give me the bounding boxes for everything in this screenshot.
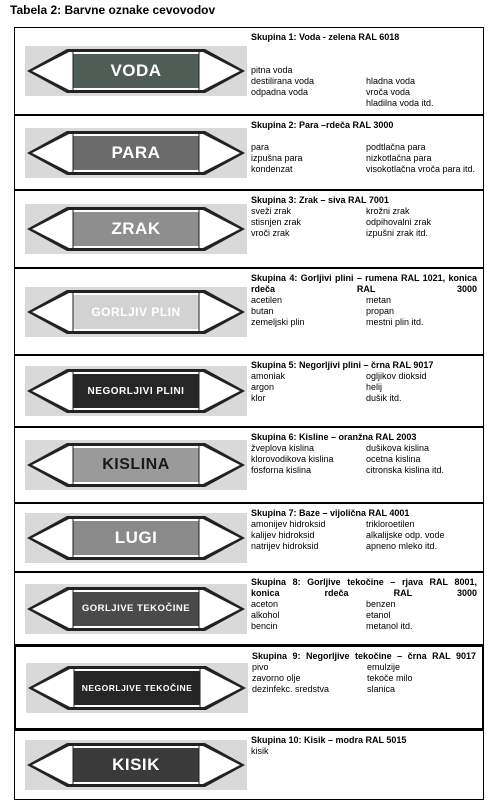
substance-item: podtlačna para [366,142,426,152]
substance-item: kalijev hidroksid [251,530,315,540]
group-info [251,735,477,757]
group-heading: Skupina 1: Voda - zelena RAL 6018 [251,32,400,42]
substance-item: zemeljski plin [251,317,305,327]
group-row [14,503,484,572]
substance-item: amoniak [251,371,286,381]
group-info [251,273,477,328]
substance-item: ogljikov dioksid [366,371,427,381]
substance-list [251,295,477,328]
substance-list [251,43,477,109]
substance-item: kondenzat [251,164,293,174]
pipe-sign [25,584,247,634]
group-row [14,27,484,115]
group-row [14,645,484,730]
pipe-sign [25,46,247,96]
substance-item: citronska kislina itd. [366,465,445,475]
substance-item: argon [251,382,275,392]
substance-item: destilirana voda [251,76,315,86]
substance-item: emulzije [367,662,401,672]
substance-item: natrijev hidroksid [251,541,319,551]
group-heading: Skupina 2: Para –rdeča RAL 3000 [251,120,394,130]
substance-item: sveži zrak [251,206,292,216]
substance-item: kisik [251,746,269,756]
substance-item: izpušna para [251,153,303,163]
group-info [251,32,477,109]
substance-item: dezinfekc. sredstva [252,684,330,694]
substance-item: odpihovalni zrak [366,217,432,227]
substance-item [251,131,366,142]
substance-item: stisnjen zrak [251,217,302,227]
substance-item: pivo [252,662,269,672]
substance-item: apneno mleko itd. [366,541,438,551]
substance-item: fosforna kislina [251,465,312,475]
substance-item: acetilen [251,295,283,305]
substance-item: izpušni zrak itd. [366,228,429,238]
pipe-sign-label: GORLJIVE TEKOČINE [81,603,191,614]
group-heading: Skupina 5: Negorljivi plini – črna RAL 9017 [251,360,434,370]
pipe-sign [25,513,247,563]
substance-item: vroči zrak [251,228,290,238]
pipe-sign-label: NEGORLJIVE TEKOČINE [81,682,193,693]
substance-item [366,65,477,76]
substance-item: hladna voda [366,76,416,86]
pipe-sign [25,128,247,178]
substance-item: butan [251,306,274,316]
substance-item: helij [366,382,383,392]
substance-item: propan [366,306,395,316]
group-heading: Skupina 8: Gorljive tekočine – rjava RAL 8001, konica rdeča RAL 3000 [251,577,477,598]
substance-item: odpadna voda [251,87,309,97]
pipe-sign-label: LUGI [114,527,158,547]
substance-item [251,43,366,54]
substance-item [366,54,477,65]
group-row [14,427,484,503]
group-info [251,508,477,552]
substance-list [251,746,477,757]
substance-list [251,206,477,239]
substance-item: aceton [251,599,279,609]
substance-item: klorovodikova kislina [251,454,334,464]
substance-item: krožni zrak [366,206,410,216]
group-info [251,360,477,404]
substance-item: žveplova kislina [251,443,315,453]
substance-item: bencin [251,621,278,631]
group-info [251,577,477,632]
substance-item: dušikova kislina [366,443,430,453]
substance-item: pitna voda [251,65,293,75]
group-heading: Skupina 10: Kisik – modra RAL 5015 [251,735,407,745]
substance-item: metanol itd. [366,621,413,631]
group-row [14,190,484,268]
substance-item: trikloroetilen [366,519,415,529]
substance-item: vroča voda [366,87,411,97]
substance-item: hladilna voda itd. [366,98,434,108]
pipe-sign-label: GORLJIV PLIN [91,304,181,319]
group-row [14,730,484,800]
substance-item: tekoče milo [367,673,413,683]
substance-item: nizkotlačna para [366,153,432,163]
pipe-sign-label: PARA [111,142,161,162]
pipe-sign-label: NEGORLJIVI PLINI [87,385,185,397]
substance-list [251,519,477,552]
pipe-sign [25,366,247,416]
pipe-sign [25,440,247,490]
group-row [14,355,484,427]
group-info [252,651,476,695]
substance-item: slanica [367,684,396,694]
pipe-sign [25,740,247,790]
group-info [251,195,477,239]
group-row [14,572,484,645]
pipe-sign [25,204,247,254]
substance-list [251,131,477,175]
substance-item: amonijev hidroksid [251,519,326,529]
substance-item [366,43,477,54]
group-info [251,120,477,175]
pipe-sign [26,663,248,713]
pipe-sign-label: KISIK [112,755,160,774]
substance-item: klor [251,393,266,403]
substance-item: visokotlačna vroča para itd. [366,164,476,174]
substance-item: mestni plin itd. [366,317,424,327]
substance-item: para [251,142,270,152]
substance-item: alkohol [251,610,280,620]
table-title: Tabela 2: Barvne oznake cevovodov [10,3,216,17]
substance-item: metan [366,295,392,305]
pipe-sign-label: VODA [110,61,162,80]
substance-item: etanol [366,610,391,620]
group-row [14,268,484,355]
substance-item: alkalijske odp. vode [366,530,445,540]
substance-item: ocetna kislina [366,454,421,464]
group-heading: Skupina 7: Baze – vijolična RAL 4001 [251,508,410,518]
substance-item: dušik itd. [366,393,402,403]
pipe-sign-label: ZRAK [111,219,161,238]
substance-list [251,443,477,476]
substance-list [252,662,476,695]
group-row [14,115,484,190]
substance-item [366,131,477,142]
group-heading: Skupina 6: Kisline – oranžna RAL 2003 [251,432,417,442]
group-info [251,432,477,476]
pipe-sign-label: KISLINA [102,456,170,473]
group-heading: Skupina 3: Zrak – siva RAL 7001 [251,195,389,205]
group-heading: Skupina 9: Negorljive tekočine – črna RAL 9017 [252,651,476,661]
substance-list [251,599,477,632]
substance-item: zavorno olje [252,673,301,683]
substance-list [251,371,477,404]
pipe-sign [25,287,247,337]
substance-item: benzen [366,599,396,609]
group-heading: Skupina 4: Gorljivi plini – rumena RAL 1021, konica rdeča RAL 3000 [251,273,477,294]
substance-item [251,54,366,65]
